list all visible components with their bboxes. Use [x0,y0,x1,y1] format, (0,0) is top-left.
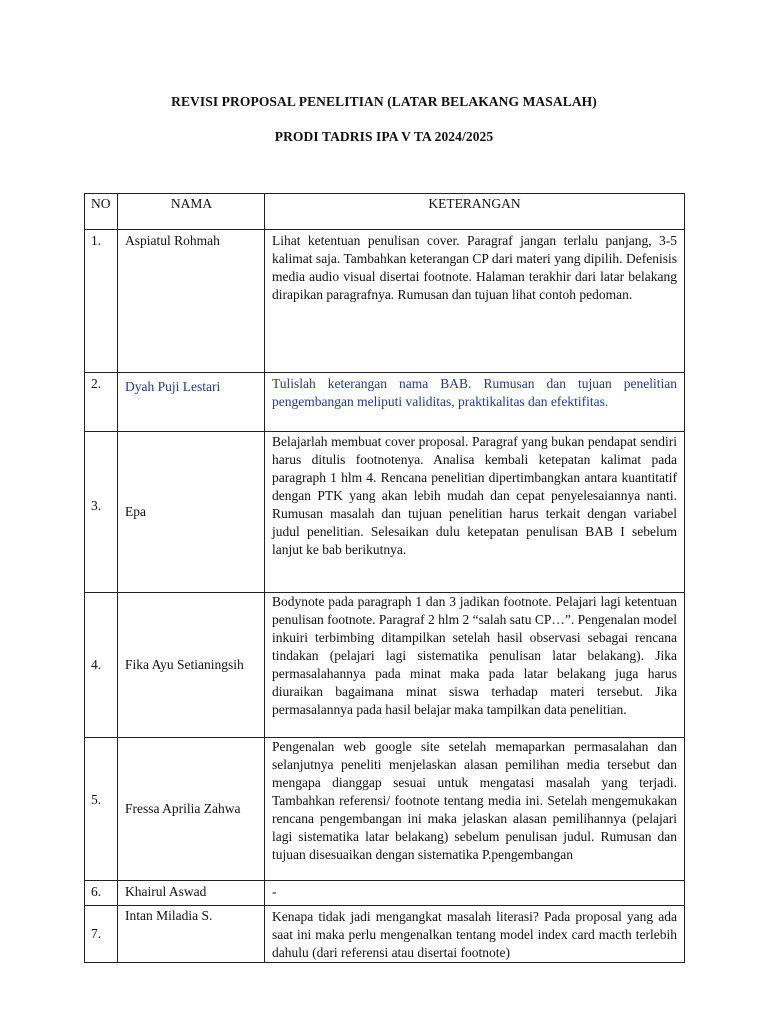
row-name: Aspiatul Rohmah [118,230,265,373]
table-header-row [85,194,685,230]
row-number: 1. [85,230,118,373]
row-number: 4. [85,593,118,738]
row-name: Dyah Puji Lestari [118,373,265,432]
row-keterangan: Kenapa tidak jadi mengangkat masalah literasi? Pada proposal yang ada saat ini maka perlu mengenalkan tentang model index card macth terlebih dahulu (dari referensi atau disertai footnote) [265,906,685,963]
document-subtitle: PRODI TADRIS IPA V TA 2024/2025 [274,129,494,144]
header-keterangan: KETERANGAN [265,194,685,230]
row-keterangan: Bodynote pada paragraph 1 dan 3 jadikan footnote. Pelajari lagi ketentuan penulisan footnote. Paragraf 2 hlm 2 “salah satu CP…”. Pengenalan model inkuiri terbimbing ditampilkan setelah hasil observasi sebagai rencana tindakan (pelajari lagi sistematika penulisan latar belakang). Jika permasalahannya pada minat maka pada latar belakang juga harus diuraikan bagaimana minat siswa terhadap materi tersebut. Jika permasalannya pada hasil belajar maka tampilkan data penelitian. [265,593,685,738]
row-number: 2. [85,373,118,432]
table-row [85,738,685,881]
row-name: Fressa Aprilia Zahwa [118,738,265,881]
document-title: REVISI PROPOSAL PENELITIAN (LATAR BELAKANG MASALAH) [171,94,597,109]
row-number: 7. [85,906,118,963]
row-name: Khairul Aswad [118,881,265,906]
row-name: Epa [118,432,265,593]
table-row [85,230,685,373]
row-number: 3. [85,432,118,593]
header-nama: NAMA [118,194,265,230]
row-number: 5. [85,738,118,881]
table-row [85,373,685,432]
row-name: Intan Miladia S. [118,906,265,963]
row-number: 6. [85,881,118,906]
row-keterangan: Pengenalan web google site setelah memaparkan permasalahan dan selanjutnya peneliti menjelaskan alasan pemilihan media tersebut dan mengapa dianggap sesuai untuk mengatasi masalah yang terjadi. Tambahkan referensi/ footnote tentang media ini. Setelah mengemukakan rencana pengembangan ini maka jelaskan alasan pemilihannya (pelajari lagi sistematika latar belakang) sebelum penulisan judul. Rumusan dan tujuan disesuaikan dengan sistematika P.pengembangan [265,738,685,881]
row-keterangan: Belajarlah membuat cover proposal. Paragraf yang bukan pendapat sendiri harus ditulis footnotenya. Analisa kembali ketepatan kalimat pada paragraph 1 hlm 4. Rencana penelitian dipertimbangkan antara kuantitatif dengan PTK yang akan lebih mudah dan cepat penyelesaiannya nanti. Rumusan masalah dan tujuan penelitian harus terkait dengan variabel judul penelitian. Selesaikan dulu ketepatan penulisan BAB I sebelum lanjut ke bab berikutnya. [265,432,685,593]
table-row [85,906,685,963]
table-row [85,432,685,593]
row-keterangan: Tulislah keterangan nama BAB. Rumusan dan tujuan penelitian pengembangan meliputi validitas, praktikalitas dan efektifitas. [265,373,685,432]
row-keterangan: - [265,881,685,906]
revision-table [84,193,685,963]
row-keterangan: Lihat ketentuan penulisan cover. Paragraf jangan terlalu panjang, 3-5 kalimat saja. Tambahkan keterangan CP dari materi yang dipilih. Defenisis media audio visual disertai footnote. Halaman terakhir dari latar belakang dirapikan paragrafnya. Rumusan dan tujuan lihat contoh pedoman. [265,230,685,373]
table-row [85,593,685,738]
table-row [85,881,685,906]
header-no: NO [85,194,118,230]
row-name: Fika Ayu Setianingsih [118,593,265,738]
